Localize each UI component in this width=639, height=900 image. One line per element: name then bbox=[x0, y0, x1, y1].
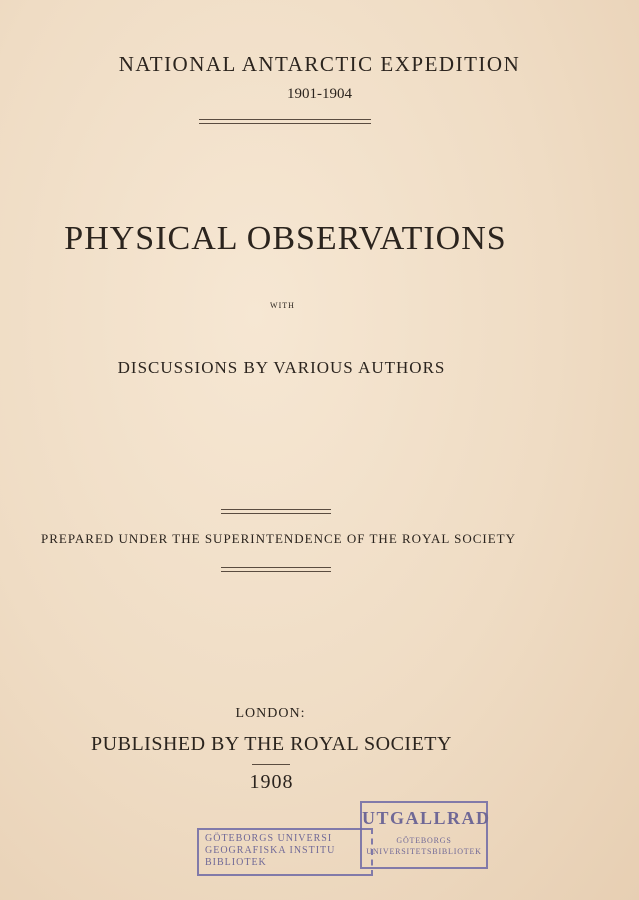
imprint-publisher: PUBLISHED BY THE ROYAL SOCIETY bbox=[91, 733, 452, 755]
withdrawn-stamp-line1: UTGALLRAD bbox=[362, 808, 491, 828]
withdrawn-stamp bbox=[360, 801, 491, 869]
imprint-rule bbox=[252, 764, 290, 765]
library-stamp-line3: BIBLIOTEK bbox=[205, 857, 267, 868]
library-stamp-line2: GEOGRAFISKA INSTITU bbox=[205, 845, 336, 856]
imprint-place: LONDON: bbox=[235, 706, 306, 721]
prepared-rule-top bbox=[221, 509, 331, 514]
main-title: PHYSICAL OBSERVATIONS bbox=[64, 220, 507, 257]
imprint-year: 1908 bbox=[249, 771, 294, 793]
withdrawn-stamp-line2: GÖTEBORGS bbox=[396, 836, 452, 845]
header-rule bbox=[199, 119, 371, 124]
with-word: WITH bbox=[270, 301, 295, 310]
expedition-heading: NATIONAL ANTARCTIC EXPEDITION bbox=[118, 52, 521, 76]
subtitle: DISCUSSIONS BY VARIOUS AUTHORS bbox=[117, 358, 446, 377]
prepared-rule-bottom bbox=[221, 567, 331, 572]
withdrawn-stamp-line3: UNIVERSITETSBIBLIOTEK bbox=[366, 847, 482, 856]
library-stamp bbox=[197, 828, 373, 876]
prepared-statement: PREPARED UNDER THE SUPERINTENDENCE OF THE ROYAL SOCIETY bbox=[41, 531, 516, 546]
library-stamp-line1: GÖTEBORGS UNIVERSI bbox=[205, 833, 333, 844]
expedition-years: 1901-1904 bbox=[287, 86, 352, 102]
